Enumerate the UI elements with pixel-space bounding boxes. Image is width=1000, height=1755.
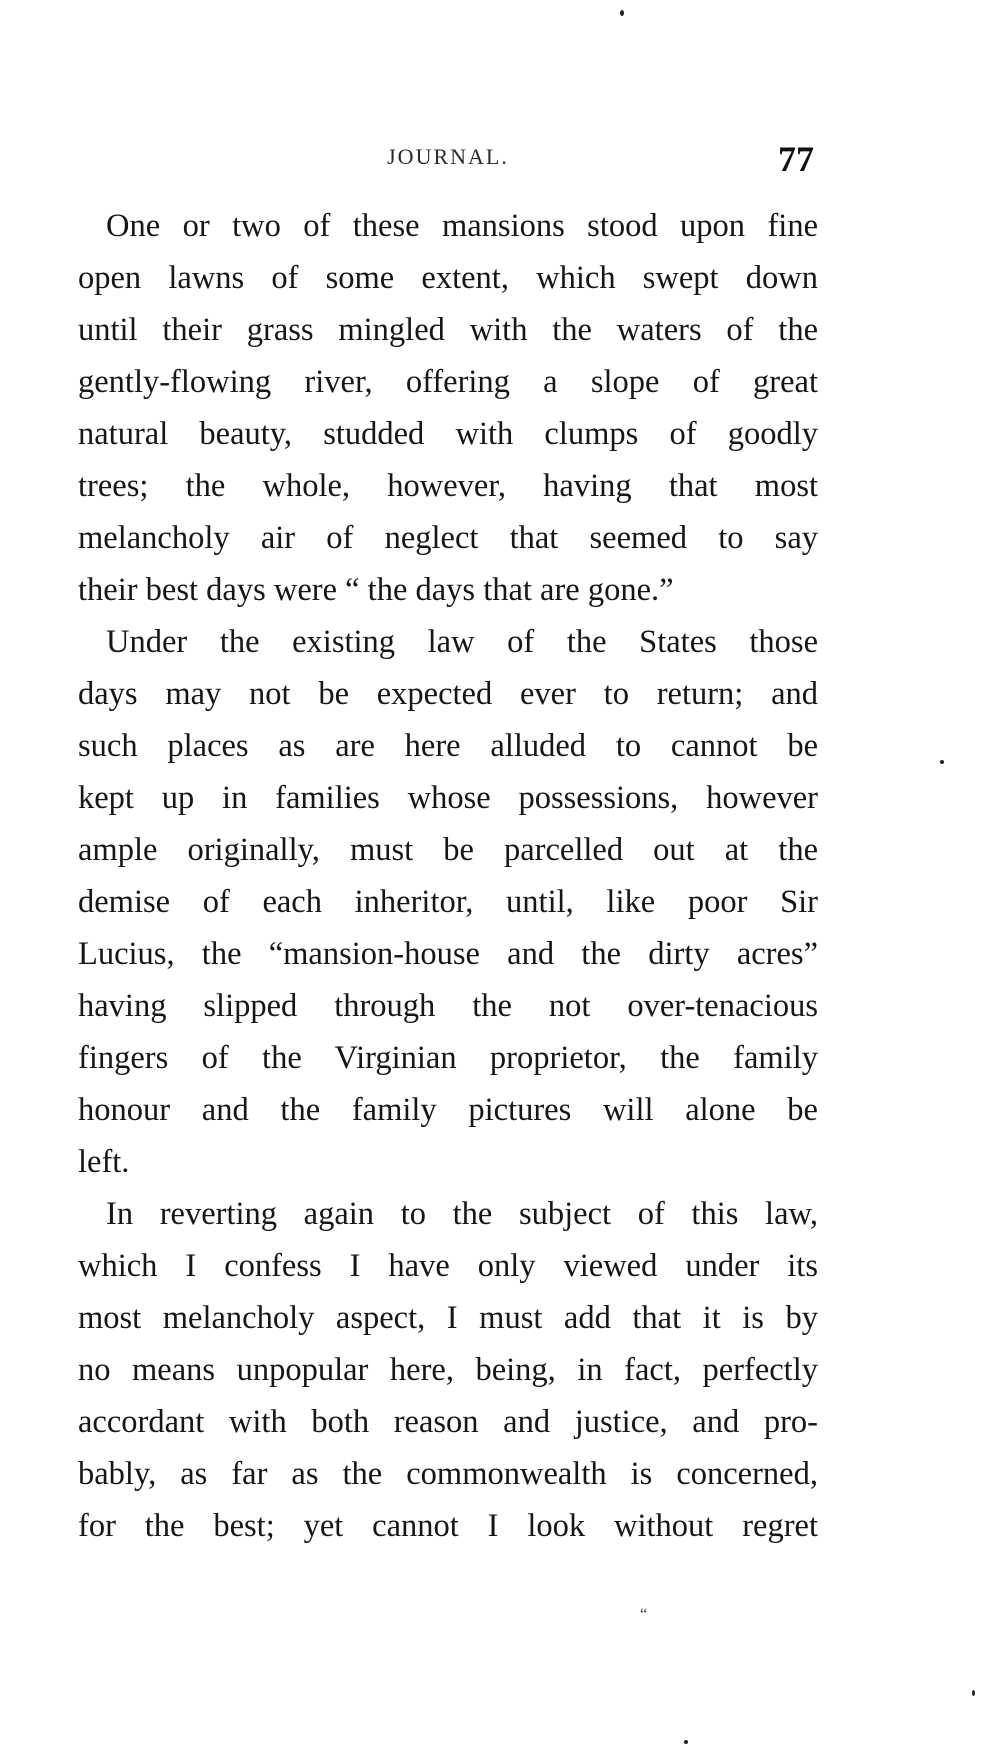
text-line: until their grass mingled with the waters of the	[78, 312, 818, 348]
text-line: their best days were “ the days that are gone.”	[78, 572, 674, 608]
text-line: open lawns of some extent, which swept down	[78, 260, 818, 296]
text-line: Under the existing law of the States those	[106, 624, 818, 660]
text-line: most melancholy aspect, I must add that it is by	[78, 1300, 818, 1336]
text-line: which I confess I have only viewed under its	[78, 1248, 818, 1284]
text-line: days may not be expected ever to return; and	[78, 676, 818, 712]
text-line: natural beauty, studded with clumps of goodly	[78, 416, 818, 452]
text-line: In reverting again to the subject of this law,	[106, 1196, 818, 1232]
ink-speck	[620, 10, 624, 16]
page-number: 77	[778, 139, 814, 179]
text-line: ample originally, must be parcelled out at the	[78, 832, 818, 868]
body-text	[78, 200, 818, 1552]
text-line: for the best; yet cannot I look without regret	[78, 1508, 818, 1544]
running-head	[78, 138, 818, 178]
text-line: demise of each inheritor, until, like poor Sir	[78, 884, 818, 920]
text-line: honour and the family pictures will alone be	[78, 1092, 818, 1128]
ink-speck	[684, 1740, 688, 1744]
text-line: left.	[78, 1144, 130, 1180]
text-line: One or two of these mansions stood upon fine	[106, 208, 818, 244]
text-line: such places as are here alluded to cannot be	[78, 728, 818, 764]
paragraph	[78, 616, 818, 1188]
text-line: kept up in families whose possessions, however	[78, 780, 818, 816]
text-line: accordant with both reason and justice, and pro-	[78, 1404, 818, 1440]
text-line: gently-flowing river, offering a slope of great	[78, 364, 818, 400]
text-line: trees; the whole, however, having that most	[78, 468, 818, 504]
ink-speck	[940, 760, 944, 764]
text-line: having slipped through the not over-tenacious	[78, 988, 818, 1024]
text-line: no means unpopular here, being, in fact, perfectly	[78, 1352, 818, 1388]
text-line: melancholy air of neglect that seemed to say	[78, 520, 818, 556]
running-title: JOURNAL.	[387, 144, 509, 169]
text-line: fingers of the Virginian proprietor, the family	[78, 1040, 818, 1076]
catchword: “	[640, 1606, 648, 1623]
ink-speck	[972, 1690, 975, 1696]
paragraph	[78, 200, 818, 616]
paragraph	[78, 1188, 818, 1552]
text-line: bably, as far as the commonwealth is concerned,	[78, 1456, 818, 1492]
text-line: Lucius, the “mansion-house and the dirty acres”	[78, 936, 818, 972]
